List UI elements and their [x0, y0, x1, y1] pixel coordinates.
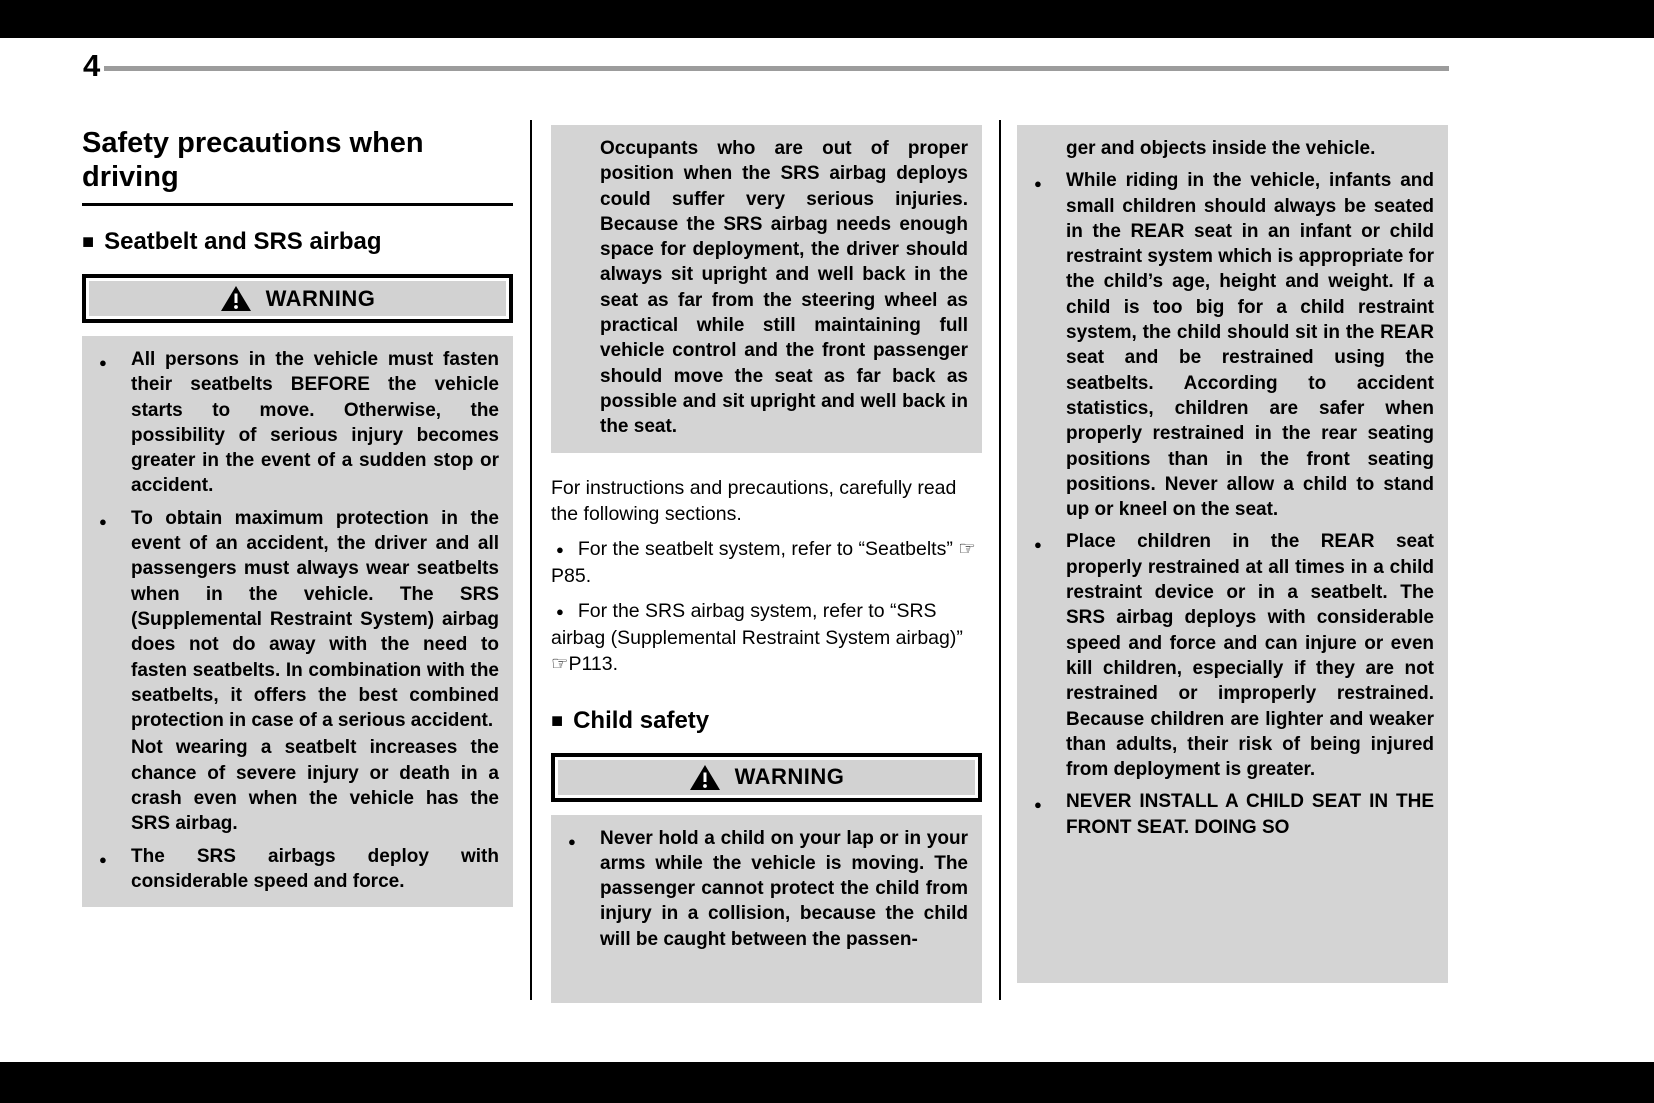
warning-triangle-icon	[689, 764, 721, 791]
warning-banner	[82, 274, 513, 323]
section-marker-icon: ■	[551, 709, 564, 732]
bullet-icon: ●	[556, 541, 564, 557]
top-border-bar	[0, 0, 1654, 38]
warning-bullet-list	[92, 844, 499, 895]
warning-label: WARNING	[734, 764, 845, 790]
warning-content-box	[551, 125, 982, 453]
warning-content-box	[1017, 125, 1448, 983]
list-item: ● Never hold a child on your lap or in your arms while the vehicle is moving. The passenger cannot protect the child from injury in a collision, because the child will be caught between the passen-	[561, 826, 968, 952]
section-heading-label: Child safety	[573, 706, 710, 734]
reference-item	[551, 598, 982, 677]
column-3	[1017, 120, 1448, 983]
column-divider	[999, 120, 1001, 1000]
section-marker-icon: ■	[82, 231, 95, 253]
warning-content-box	[82, 336, 513, 907]
column-1	[82, 120, 513, 907]
warning-bullet-list	[561, 826, 968, 952]
reference-text: For the SRS airbag system, refer to “SRS airbag (Supplemental Restraint System airbag)” ☞P113.	[551, 599, 963, 675]
reference-item	[551, 536, 982, 589]
list-item: ● NEVER INSTALL A CHILD SEAT IN THE FRONT SEAT. DOING SO	[1027, 789, 1434, 840]
list-item: ● The SRS airbags deploy with considerable speed and force.	[92, 844, 499, 895]
column-2	[551, 120, 982, 1003]
warning-label: WARNING	[265, 285, 376, 311]
warning-content-box	[551, 815, 982, 1003]
continued-paragraph: Occupants who are out of proper position when the SRS airbag deploys could suffer very serious injuries. Because the SRS airbag needs enough space for deployment, the driver should always sit upright and well back in the seat as far from the steering wheel as practical while still maintaining full vehicle control and the front passenger should move the seat as far back as possible and sit upright and well back in the seat.	[600, 138, 968, 438]
page-number: 4	[83, 48, 101, 83]
section-heading-seatbelt	[82, 228, 513, 256]
list-item: ● Place children in the REAR seat properly restrained at all times in a child restraint device or in a seatbelt. The SRS airbag deploys with considerable speed and force and can injure or even kill children, especially if they are not restrained or improperly restrained. Because children are lighter and weaker than adults, their risk of being injured from deployment is greater.	[1027, 529, 1434, 782]
page-title: Safety precautions when driving	[82, 126, 513, 206]
warning-bullet-list	[1027, 168, 1434, 840]
section-heading-label: Seatbelt and SRS airbag	[104, 228, 382, 255]
bottom-border-bar	[0, 1062, 1654, 1103]
section-heading-child-safety	[551, 707, 982, 735]
continued-paragraph: ger and objects inside the vehicle.	[1066, 138, 1376, 159]
warning-banner	[551, 753, 982, 802]
list-item: ● All persons in the vehicle must fasten their seatbelts BEFORE the vehicle starts to move. Otherwise, the possibility of serious injury becomes greater in the event of a sudden stop or accident.	[92, 347, 499, 499]
reference-text: For the seatbelt system, refer to “Seatbelts” ☞P85.	[551, 537, 976, 587]
bullet-icon: ●	[556, 603, 564, 619]
note-paragraph: Not wearing a seatbelt increases the chance of severe injury or death in a crash even when the vehicle has the SRS airbag.	[131, 737, 499, 835]
warning-bullet-list	[92, 347, 499, 733]
column-divider	[530, 120, 532, 1000]
list-item: ● To obtain maximum protection in the event of an accident, the driver and all passengers must always wear seatbelts when in the vehicle. The SRS (Supplemental Restraint System) airbag does not do away with the need to fasten seatbelts. In combination with the seatbelts, it offers the best combined protection in case of a serious accident.	[92, 506, 499, 734]
header-rule	[104, 66, 1449, 71]
intro-paragraph: For instructions and precautions, carefully read the following sections.	[551, 476, 957, 525]
list-item: ● While riding in the vehicle, infants and small children should always be seated in the REAR seat in an infant or child restraint system which is appropriate for the child’s age, height and weight. If a child is too big for a child restraint system, the child should sit in the REAR seat and be restrained using the seatbelts. According to accident statistics, children are safer when properly restrained in the rear seating positions than in the front seating positions. Never allow a child to stand up or kneel on the seat.	[1027, 168, 1434, 522]
warning-triangle-icon	[220, 285, 252, 312]
